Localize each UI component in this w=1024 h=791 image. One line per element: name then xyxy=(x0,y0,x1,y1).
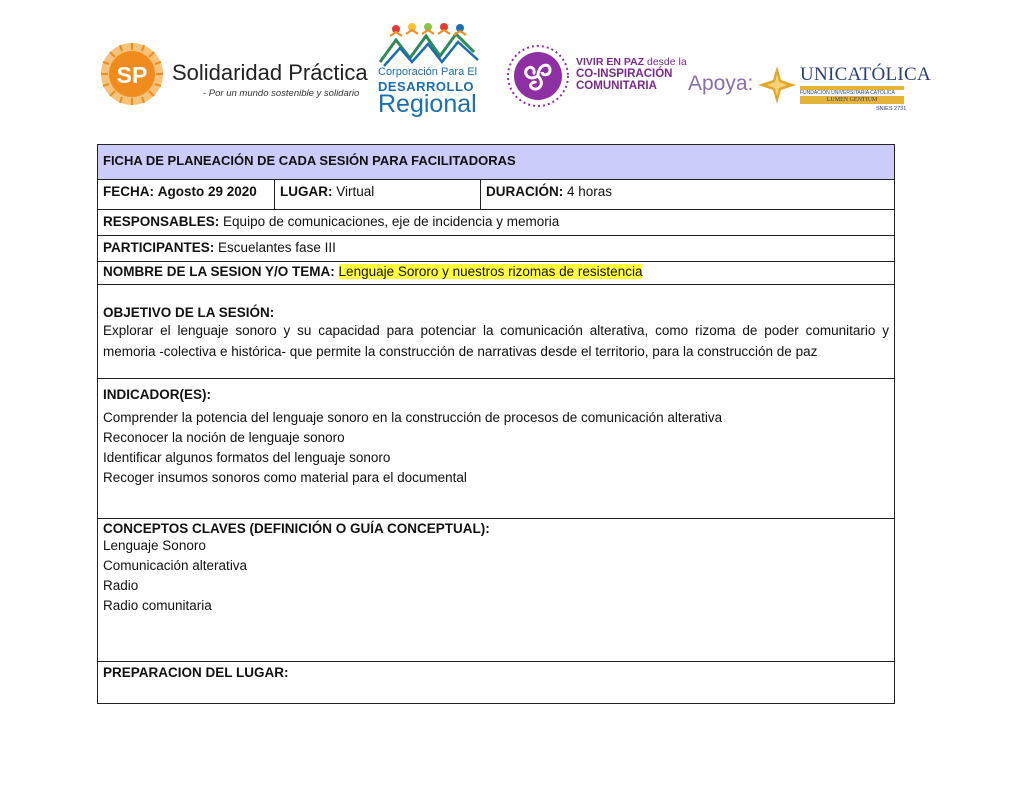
vivir-en-paz-logo xyxy=(506,44,686,114)
indicadores-row xyxy=(97,379,895,519)
solidaridad-name: Solidaridad Práctica xyxy=(172,60,368,85)
objetivo-row xyxy=(97,285,895,379)
conceptos-label: CONCEPTOS CLAVES (DEFINICIÓN O GUÍA CONCEPTUAL): xyxy=(103,521,490,536)
fecha-cell xyxy=(98,180,275,209)
unicatolica-subtitle: FUNDACIÓN UNIVERSITARIA CATÓLICA xyxy=(800,90,895,96)
duracion-value: 4 horas xyxy=(567,184,613,199)
solidaridad-tagline: - Por un mundo sostenible y solidario xyxy=(203,88,360,99)
participantes-label: PARTICIPANTES: xyxy=(103,240,215,255)
conceptos-row xyxy=(97,519,895,662)
corporacion-line2: DESARROLLO xyxy=(378,79,474,94)
unicatolica-motto: LUMEN GENTIUM xyxy=(800,96,904,104)
solidaridad-practica-logo xyxy=(100,42,368,110)
apoya-label: Apoya: xyxy=(688,72,754,95)
planning-form xyxy=(97,144,895,704)
star-icon xyxy=(758,66,796,104)
fecha-value: Agosto 29 2020 xyxy=(157,184,257,199)
duracion-cell xyxy=(481,180,894,209)
vivir-en-paz-line2: CO-INSPIRACIÓN xyxy=(576,68,673,80)
indicador-item: Reconocer la noción de lenguaje sonoro xyxy=(103,430,345,445)
vivir-en-paz-line3: COMUNITARIA xyxy=(576,80,657,92)
corporacion-line3: Regional xyxy=(378,90,477,118)
form-title-row xyxy=(97,144,895,180)
objetivo-text: Explorar el lenguaje sonoro y su capacidad para potenciar la comunicación alterativa, como rizoma de poder comunitario y memoria -colectiva e histórica- que permite la construcción de narrativas desde el territorio, para la construcción de paz xyxy=(103,323,889,359)
svg-text:SP: SP xyxy=(116,62,148,88)
logo-strip xyxy=(0,0,1024,130)
preparacion-row xyxy=(97,662,895,704)
sun-icon xyxy=(100,42,164,106)
concepto-item: Radio xyxy=(103,578,139,593)
mountains-people-icon xyxy=(374,22,492,68)
lugar-label: LUGAR: xyxy=(280,184,333,199)
preparacion-label: PREPARACION DEL LUGAR: xyxy=(103,665,289,680)
corporacion-line1: Corporación Para El xyxy=(378,66,478,78)
fecha-label: FECHA: xyxy=(103,184,154,199)
responsables-value: Equipo de comunicaciones, eje de incidencia y memoria xyxy=(223,214,560,229)
unicatolica-snies: SNIES 2731 xyxy=(876,106,907,112)
indicadores-label: INDICADOR(ES): xyxy=(103,387,211,402)
responsables-row xyxy=(97,210,895,236)
tema-value: Lenguaje Sororo y nuestros rizomas de resistencia xyxy=(338,264,643,279)
tema-row xyxy=(97,262,895,285)
corporacion-desarrollo-regional-logo xyxy=(374,22,492,118)
tema-label: NOMBRE DE LA SESION Y/O TEMA: xyxy=(103,264,335,279)
participantes-row xyxy=(97,236,895,262)
unicatolica-logo xyxy=(758,62,932,114)
date-place-duration-row xyxy=(97,180,895,210)
indicador-item: Comprender la potencia del lenguaje sonoro en la construcción de procesos de comunicación alterativa xyxy=(103,410,723,425)
objetivo-label: OBJETIVO DE LA SESIÓN: xyxy=(103,305,275,320)
lugar-value: Virtual xyxy=(336,184,375,199)
unicatolica-name: UNICATÓLICA xyxy=(800,64,932,85)
triskelion-icon xyxy=(506,44,570,108)
vivir-en-paz-title: VIVIR EN PAZ xyxy=(576,56,645,68)
responsables-label: RESPONSABLES: xyxy=(103,214,220,229)
vivir-en-paz-desde: desde la xyxy=(644,56,687,68)
duracion-label: DURACIÓN: xyxy=(486,184,564,199)
indicador-item: Identificar algunos formatos del lenguaje sonoro xyxy=(103,450,391,465)
concepto-item: Lenguaje Sonoro xyxy=(103,538,206,553)
concepto-item: Radio comunitaria xyxy=(103,598,212,613)
participantes-value: Escuelantes fase III xyxy=(218,240,336,255)
concepto-item: Comunicación alterativa xyxy=(103,558,248,573)
indicador-item: Recoger insumos sonoros como material para el documental xyxy=(103,470,467,485)
form-title: FICHA DE PLANEACIÓN DE CADA SESIÓN PARA FACILITADORAS xyxy=(103,153,516,168)
lugar-cell xyxy=(275,180,481,209)
